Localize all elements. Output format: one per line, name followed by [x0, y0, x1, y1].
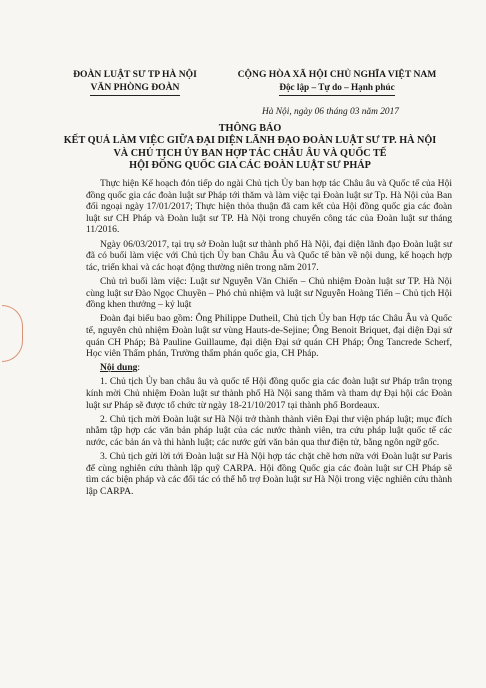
national-header: [222, 68, 452, 96]
national-title: CỘNG HÒA XÃ HỘI CHỦ NGHĨA VIỆT NAM: [237, 69, 437, 80]
title-line-4: HỘI ĐỒNG QUỐC GIA CÁC ĐOÀN LUẬT SƯ PHÁP: [129, 160, 371, 172]
document-date: Hà Nội, ngày 06 tháng 03 năm 2017: [262, 107, 399, 117]
issuer-name: ĐOÀN LUẬT SƯ TP HÀ NỘI: [73, 69, 197, 80]
content-item-3: 3. Chủ tịch gửi lời tới Đoàn luật sư Hà Nội hợp tác chặt chẽ hơn nữa với Đoàn luật sư Paris để cùng nghiên cứu thành lập quỹ CARPA. Hội đồng Quốc gia các đoàn luật sư CH Pháp sẽ tìm các biện pháp và các đối tác có thể hỗ trợ Đoàn luật sư Hà Nội trong việc nghiên cứu thành lập CARPA.: [86, 451, 452, 497]
title-line-2: KẾT QUẢ LÀM VIỆC GIỮA ĐẠI DIỆN LÃNH ĐẠO ĐOÀN LUẬT SƯ TP. HÀ NỘI: [63, 135, 437, 147]
paragraph-meeting: Ngày 06/03/2017, tại trụ sở Đoàn luật sư thành phố Hà Nội, đại diện lãnh đạo Đoàn luật sư đã có buổi làm việc với Chủ tịch Ủy ban Châu Âu và Quốc tế bàn về nội dung, kế hoạch hợp tác, triển khai và các hoạt động thường niên trong năm 2017.: [86, 238, 452, 273]
content-heading: Nội dung: [100, 362, 138, 374]
content-heading-line: [86, 362, 452, 374]
paragraph-chair: Chủ trì buổi làm việc: Luật sư Nguyễn Văn Chiến – Chủ nhiệm Đoàn luật sư TP. Hà Nội cùng luật sư Đào Ngọc Chuyền – Phó chủ nhiệm và luật sư Nguyễn Hoàng Tiến – Chủ tịch Hội đồng khen thưởng – kỷ luật: [86, 275, 452, 311]
issuer-office: VĂN PHÒNG ĐOÀN: [90, 81, 179, 96]
paragraph-intro: Thực hiện Kế hoạch đón tiếp do ngài Chủ tịch Ủy ban hợp tác Châu âu và Quốc tế của Hội đồng quốc gia các đoàn luật sư Pháp tới thăm và làm việc tại Đoàn luật sư Tp. Hà Nội của Ban đối ngoại ngày 17/01/2017; Thực hiện thỏa thuận đã cam kết của Hội đồng quốc gia các đoàn luật sư CH Pháp và Đoàn luật sư TP. Hà Nội trong chuyến công tác của Đoàn luật sư tháng 11/2016.: [86, 178, 452, 236]
paragraph-delegation: Đoàn đại biểu bao gồm: Ông Philippe Dutheil, Chủ tịch Ủy ban Hợp tác Châu Âu và Quốc tế, nguyên chủ nhiệm Đoàn luật sư vùng Hauts-de-Sejine; Ông Benoit Briquet, đại diện Đại sứ quán CH Pháp; Bà Pauline Guillaume, đại diện Đại sứ quán CH Pháp; Ông Tancrede Scherf, Học viên Thẩm phán, Trường thẩm phán quốc gia, CH Pháp.: [86, 313, 452, 360]
content-item-1: 1. Chủ tịch Ủy ban châu âu và quốc tế Hội đồng quốc gia các đoàn luật sư Pháp trân trọng kính mời Chủ nhiệm Đoàn luật sư thành phố Hà Nội sang thăm và tham dự Đại hội các Đoàn luật sư Pháp sẽ được tổ chức từ ngày 18-21/10/2017 tại thành phố Bordeaux.: [86, 376, 452, 411]
document-body: [86, 178, 452, 500]
document-title: [50, 123, 450, 173]
national-motto: Độc lập – Tự do – Hạnh phúc: [279, 81, 394, 96]
issuer-header: [60, 68, 210, 96]
content-heading-colon: :: [137, 362, 141, 374]
title-line-1: THÔNG BÁO: [218, 123, 282, 134]
seal-stamp-fragment: [2, 305, 23, 362]
title-line-3: VÀ CHỦ TỊCH ỦY BAN HỢP TÁC CHÂU ÂU VÀ QUỐC TẾ: [113, 147, 387, 159]
content-item-2: 2. Chủ tịch mời Đoàn luật sư Hà Nội trở thành thành viên Đại thư viện pháp luật; mục đích nhằm tập hợp các văn bản pháp luật của các nước thành viên, tra cứu pháp luật quốc tế các nước, các bản án và thi hành luật; các nước gửi văn bản qua thư điện tử, bằng ngôn ngữ gốc.: [86, 413, 452, 449]
